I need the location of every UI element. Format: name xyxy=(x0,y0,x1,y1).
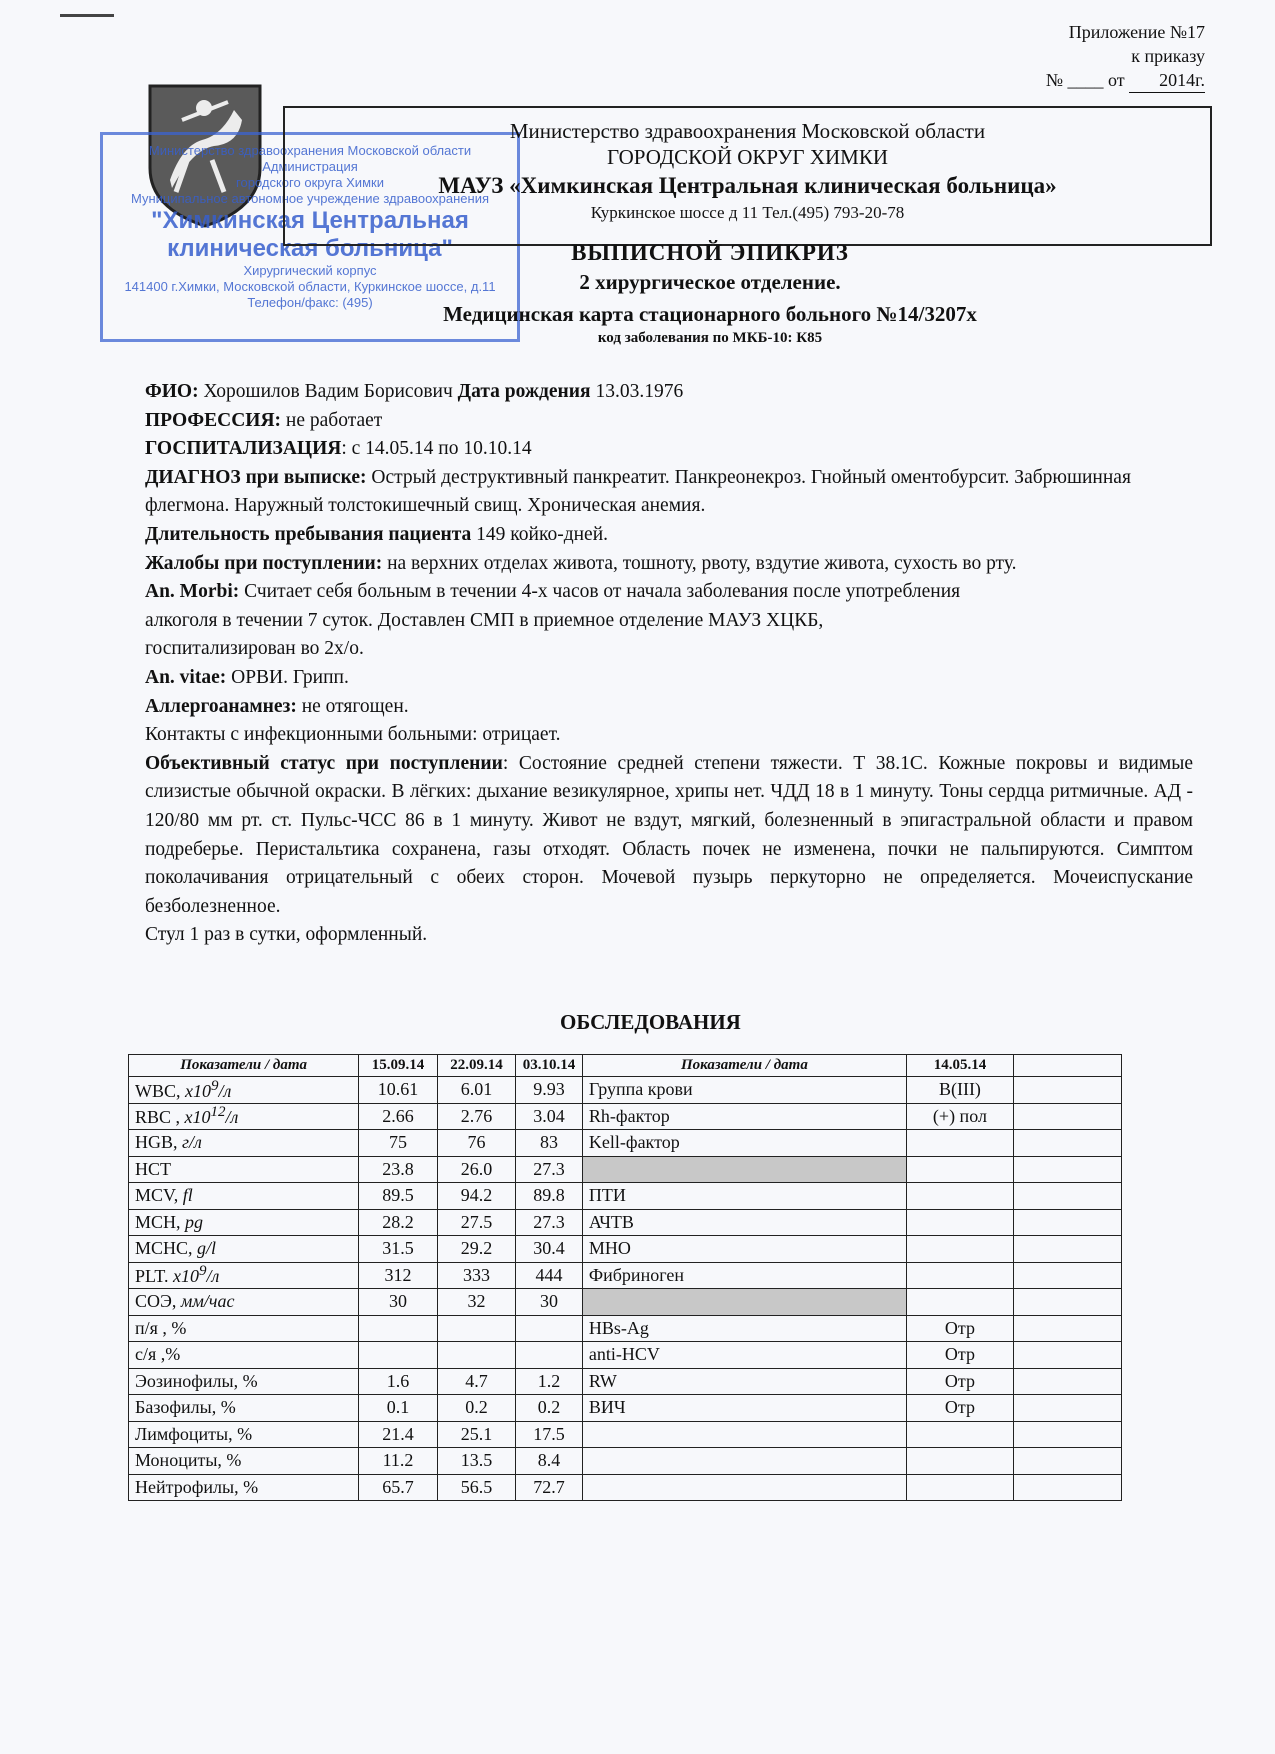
annex-number: № ____ от xyxy=(1045,70,1125,90)
table-row xyxy=(129,1395,1122,1422)
indicator-unit: g/l xyxy=(192,1238,217,1259)
value-cell xyxy=(359,1342,437,1369)
indicator-unit-tail: /л xyxy=(206,1266,220,1287)
morbi-line-2: алкоголя в течении 7 суток. Доставлен СМП в приемное отделение МАУЗ ХЦКБ, xyxy=(145,609,824,631)
annex-note xyxy=(1046,20,1205,93)
right-value-cell: Отр xyxy=(906,1368,1013,1395)
lab-results-table xyxy=(128,1054,1122,1501)
empty-cell xyxy=(1013,1183,1121,1210)
header-date: 15.09.14 xyxy=(359,1055,437,1077)
indicator-unit-exp: 12 xyxy=(210,1104,226,1121)
value-cell: 27.3 xyxy=(516,1209,583,1236)
value-cell: 8.4 xyxy=(516,1448,583,1475)
right-value-cell xyxy=(906,1262,1013,1289)
value-cell: 83 xyxy=(516,1130,583,1157)
empty-cell xyxy=(1013,1368,1121,1395)
stamp-line6: клиническая больница" xyxy=(167,235,453,262)
epicrisis-body xyxy=(145,378,1193,950)
value-cell: 30 xyxy=(359,1289,437,1316)
indicator-name: Базофилы, % xyxy=(135,1397,236,1418)
value-cell: 1.2 xyxy=(516,1368,583,1395)
empty-cell xyxy=(1013,1209,1121,1236)
right-value-cell xyxy=(906,1448,1013,1475)
table-row xyxy=(129,1262,1122,1289)
district-name: ГОРОДСКОЙ ОКРУГ ХИМКИ xyxy=(607,145,888,169)
complaints-value: на верхних отделах живота, тошноту, рвоту, вздутие живота, сухость во рту. xyxy=(387,552,1017,574)
status-label: Объективный статус при поступлении xyxy=(145,752,503,774)
morbi-label: An. Morbi: xyxy=(145,581,240,603)
indicator-cell xyxy=(129,1421,359,1448)
value-cell: 75 xyxy=(359,1130,437,1157)
empty-cell xyxy=(1013,1103,1121,1130)
right-indicator-cell xyxy=(582,1421,906,1448)
indicator-name: WBC, xyxy=(135,1080,181,1101)
indicator-name: Нейтрофилы, % xyxy=(135,1476,259,1497)
stay-value: 149 койко-дней. xyxy=(476,523,609,545)
empty-cell xyxy=(1013,1130,1121,1157)
indicator-name: HGB, xyxy=(135,1132,178,1153)
right-indicator-cell: ВИЧ xyxy=(582,1395,906,1422)
stamp-line9: Телефон/факс: (495) xyxy=(247,295,373,310)
header-date-right: 14.05.14 xyxy=(906,1055,1013,1077)
indicator-name: с/я ,% xyxy=(135,1344,181,1365)
right-value-cell xyxy=(906,1289,1013,1316)
scan-mark xyxy=(60,14,114,17)
indicator-cell xyxy=(129,1130,359,1157)
ministry-name: Министерство здравоохранения Московской области xyxy=(509,119,986,143)
indicator-cell xyxy=(129,1448,359,1475)
indicator-unit-tail: /л xyxy=(225,1107,239,1128)
indicator-cell xyxy=(129,1183,359,1210)
vitae-value: ОРВИ. Грипп. xyxy=(231,666,349,688)
header-empty xyxy=(1013,1055,1121,1077)
header-date: 03.10.14 xyxy=(516,1055,583,1077)
indicator-unit-exp: 9 xyxy=(211,1077,219,1094)
value-cell: 1.6 xyxy=(359,1368,437,1395)
table-row xyxy=(129,1368,1122,1395)
hospitalization-line xyxy=(145,435,1193,464)
stamp-line1: Министерство здравоохранения Московской области xyxy=(148,143,472,158)
indicator-cell xyxy=(129,1342,359,1369)
value-cell: 333 xyxy=(437,1262,515,1289)
header-date: 22.09.14 xyxy=(437,1055,515,1077)
value-cell: 89.5 xyxy=(359,1183,437,1210)
value-cell: 76 xyxy=(437,1130,515,1157)
indicator-cell xyxy=(129,1077,359,1104)
right-indicator-cell: anti-HCV xyxy=(582,1342,906,1369)
empty-cell xyxy=(1013,1474,1121,1501)
right-indicator-cell: Фибриноген xyxy=(582,1262,906,1289)
indicator-name: PLT. xyxy=(135,1266,169,1287)
right-indicator-cell: RW xyxy=(582,1368,906,1395)
annex-line2: к приказу xyxy=(1131,46,1205,66)
right-indicator-cell xyxy=(582,1448,906,1475)
stay-line xyxy=(145,521,1193,550)
value-cell: 89.8 xyxy=(516,1183,583,1210)
indicator-name: Лимфоциты, % xyxy=(135,1423,253,1444)
value-cell: 0.1 xyxy=(359,1395,437,1422)
letterhead xyxy=(283,106,1212,246)
indicator-cell xyxy=(129,1289,359,1316)
indicator-unit-exp: 9 xyxy=(199,1263,207,1280)
table-row xyxy=(129,1448,1122,1475)
stamp-line8: 141400 г.Химки, Московской области, Куркинское шоссе, д.11 xyxy=(124,279,496,294)
value-cell: 0.2 xyxy=(516,1395,583,1422)
exams-title: ОБСЛЕДОВАНИЯ xyxy=(560,1010,741,1034)
diagnosis-value: Острый деструктивный панкреатит. Панкреонекроз. Гнойный оментобурсит. Забрюшинная флегмона. Наружный толстокишечный свищ. Хроническая анемия. xyxy=(145,466,1131,517)
indicator-name: п/я , % xyxy=(135,1317,187,1338)
indicator-cell xyxy=(129,1315,359,1342)
right-value-cell: B(III) xyxy=(906,1077,1013,1104)
indicator-unit: мм/час xyxy=(176,1291,235,1312)
indicator-cell xyxy=(129,1103,359,1130)
indicator-name: HCT xyxy=(135,1158,171,1179)
hospital-address: Куркинское шоссе д 11 Тел.(495) 793-20-78 xyxy=(590,203,905,222)
stamp-line7: Хирургический корпус xyxy=(243,263,377,278)
fio-line xyxy=(145,378,1193,407)
right-value-cell: (+) пол xyxy=(906,1103,1013,1130)
diagnosis-label: ДИАГНОЗ при выписке: xyxy=(145,466,367,488)
indicator-unit: x10 xyxy=(180,1080,212,1101)
right-indicator-cell: МНО xyxy=(582,1236,906,1263)
indicator-name: СОЭ, xyxy=(135,1291,177,1312)
value-cell: 2.66 xyxy=(359,1103,437,1130)
stamp-line2: Администрация xyxy=(262,159,358,174)
value-cell: 26.0 xyxy=(437,1156,515,1183)
status-line xyxy=(145,750,1193,922)
value-cell: 3.04 xyxy=(516,1103,583,1130)
value-cell: 21.4 xyxy=(359,1421,437,1448)
indicator-unit: x10 xyxy=(180,1107,211,1128)
value-cell xyxy=(437,1342,515,1369)
value-cell: 65.7 xyxy=(359,1474,437,1501)
right-indicator-cell xyxy=(582,1474,906,1501)
table-row xyxy=(129,1474,1122,1501)
stool-line: Стул 1 раз в сутки, оформленный. xyxy=(145,924,428,946)
indicator-name: Моноциты, % xyxy=(135,1450,242,1471)
status-value: : Состояние средней степени тяжести. Т 38.1С. Кожные покровы и видимые слизистые обычной окраски. В лёгких: дыхание везикулярное, хрипы нет. ЧДД 18 в 1 минуту. Тоны сердца ритмичные. АД - 120/80 мм рт. ст. Пульс-ЧСС 86 в 1 минуту. Живот не вздут, мягкий, болезненный в эпигастральной области и правом подреберье. Перистальтика сохранена, газы отходят. Область почек не изменена, почки не пальпируются. Симптом поколачивания отрицательный с обеих сторон. Мочевой пузырь перкуторно не определяется. Мочеиспускание безболезненное. xyxy=(145,752,1194,917)
value-cell: 0.2 xyxy=(437,1395,515,1422)
value-cell xyxy=(516,1342,583,1369)
stay-label: Длительность пребывания пациента xyxy=(145,523,472,545)
right-value-cell: Отр xyxy=(906,1395,1013,1422)
indicator-name: MCV, xyxy=(135,1185,179,1206)
indicator-name: MCH, xyxy=(135,1211,181,1232)
fio-label: ФИО: xyxy=(145,381,199,402)
contacts-line: Контакты с инфекционными больными: отрицает. xyxy=(145,724,561,746)
right-value-cell xyxy=(906,1130,1013,1157)
value-cell xyxy=(359,1315,437,1342)
dob-label: Дата рождения xyxy=(457,381,591,402)
morbi-line-3: госпитализирован во 2х/о. xyxy=(145,638,364,660)
complaints-line xyxy=(145,550,1193,579)
value-cell: 56.5 xyxy=(437,1474,515,1501)
icd-code: код заболевания по МКБ-10: К85 xyxy=(597,330,823,346)
indicator-cell xyxy=(129,1395,359,1422)
header-indicator-left: Показатели / дата xyxy=(129,1055,359,1077)
fio-value: Хорошилов Вадим Борисович xyxy=(203,381,453,402)
value-cell: 32 xyxy=(437,1289,515,1316)
right-indicator-cell: Группа крови xyxy=(582,1077,906,1104)
table-row xyxy=(129,1315,1122,1342)
value-cell xyxy=(516,1315,583,1342)
empty-cell xyxy=(1013,1289,1121,1316)
value-cell: 27.5 xyxy=(437,1209,515,1236)
value-cell: 23.8 xyxy=(359,1156,437,1183)
value-cell: 2.76 xyxy=(437,1103,515,1130)
empty-cell xyxy=(1013,1156,1121,1183)
annex-line1: Приложение №17 xyxy=(1068,22,1205,42)
table-row xyxy=(129,1209,1122,1236)
right-value-cell xyxy=(906,1183,1013,1210)
table-row xyxy=(129,1077,1122,1104)
value-cell: 10.61 xyxy=(359,1077,437,1104)
table-row xyxy=(129,1342,1122,1369)
right-indicator-cell: HBs-Ag xyxy=(582,1315,906,1342)
value-cell: 17.5 xyxy=(516,1421,583,1448)
right-indicator-cell: ПТИ xyxy=(582,1183,906,1210)
empty-cell xyxy=(1013,1315,1121,1342)
vitae-label: An. vitae: xyxy=(145,666,227,688)
table-row xyxy=(129,1289,1122,1316)
indicator-cell xyxy=(129,1236,359,1263)
value-cell: 11.2 xyxy=(359,1448,437,1475)
complaints-label: Жалобы при поступлении: xyxy=(145,552,383,574)
empty-cell xyxy=(1013,1395,1121,1422)
indicator-unit: x10 xyxy=(168,1266,200,1287)
indicator-cell xyxy=(129,1262,359,1289)
right-value-cell: Отр xyxy=(906,1315,1013,1342)
right-indicator-cell: АЧТВ xyxy=(582,1209,906,1236)
hospital-name: МАУЗ «Химкинская Центральная клиническая больница» xyxy=(438,173,1057,198)
value-cell: 72.7 xyxy=(516,1474,583,1501)
table-row xyxy=(129,1103,1122,1130)
right-indicator-cell xyxy=(582,1156,906,1183)
empty-cell xyxy=(1013,1236,1121,1263)
dob-value: 13.03.1976 xyxy=(595,381,684,402)
table-row xyxy=(129,1421,1122,1448)
value-cell: 31.5 xyxy=(359,1236,437,1263)
value-cell: 6.01 xyxy=(437,1077,515,1104)
table-header-row xyxy=(129,1055,1122,1077)
table-row xyxy=(129,1130,1122,1157)
right-indicator-cell xyxy=(582,1289,906,1316)
table-row xyxy=(129,1236,1122,1263)
value-cell: 30.4 xyxy=(516,1236,583,1263)
department-title: 2 хирургическое отделение. xyxy=(579,270,841,294)
allergy-value: не отягощен. xyxy=(301,695,409,717)
indicator-cell xyxy=(129,1156,359,1183)
value-cell: 444 xyxy=(516,1262,583,1289)
right-value-cell xyxy=(906,1474,1013,1501)
indicator-name: Эозинофилы, % xyxy=(135,1370,258,1391)
allergy-line xyxy=(145,693,1193,722)
table-row xyxy=(129,1156,1122,1183)
empty-cell xyxy=(1013,1421,1121,1448)
value-cell xyxy=(437,1315,515,1342)
value-cell: 29.2 xyxy=(437,1236,515,1263)
indicator-name: RBC , xyxy=(135,1107,181,1128)
stamp-line5: "Химкинская Центральная xyxy=(151,207,469,234)
value-cell: 4.7 xyxy=(437,1368,515,1395)
profession-line xyxy=(145,407,1193,436)
right-indicator-cell: Rh-фактор xyxy=(582,1103,906,1130)
indicator-unit: г/л xyxy=(177,1132,202,1153)
empty-cell xyxy=(1013,1448,1121,1475)
right-value-cell xyxy=(906,1156,1013,1183)
stamp-line3: городского округа Химки xyxy=(236,175,384,190)
empty-cell xyxy=(1013,1342,1121,1369)
right-value-cell: Отр xyxy=(906,1342,1013,1369)
empty-cell xyxy=(1013,1077,1121,1104)
indicator-name: MCHC, xyxy=(135,1238,193,1259)
table-row xyxy=(129,1183,1122,1210)
value-cell: 30 xyxy=(516,1289,583,1316)
allergy-label: Аллергоанамнез: xyxy=(145,695,297,717)
empty-cell xyxy=(1013,1262,1121,1289)
value-cell: 28.2 xyxy=(359,1209,437,1236)
indicator-cell xyxy=(129,1209,359,1236)
vitae-line xyxy=(145,664,1193,693)
hospitalization-value: : с 14.05.14 по 10.10.14 xyxy=(341,438,532,460)
value-cell: 27.3 xyxy=(516,1156,583,1183)
indicator-cell xyxy=(129,1368,359,1395)
indicator-unit: fl xyxy=(178,1185,193,1206)
right-value-cell xyxy=(906,1236,1013,1263)
stamp-line4: Муниципальное автономное учреждение здравоохранения xyxy=(130,191,489,206)
value-cell: 13.5 xyxy=(437,1448,515,1475)
morbi-value-1: Считает себя больным в течении 4-х часов от начала заболевания после употребления xyxy=(244,581,961,603)
value-cell: 25.1 xyxy=(437,1421,515,1448)
annex-year: 2014г. xyxy=(1129,68,1205,93)
value-cell: 9.93 xyxy=(516,1077,583,1104)
morbi-line xyxy=(145,578,1193,607)
annex-line3 xyxy=(1046,68,1205,93)
value-cell: 94.2 xyxy=(437,1183,515,1210)
value-cell: 312 xyxy=(359,1262,437,1289)
profession-value: не работает xyxy=(285,409,383,431)
profession-label: ПРОФЕССИЯ: xyxy=(145,409,282,431)
indicator-unit: pg xyxy=(180,1211,204,1232)
right-indicator-cell: Kell-фактор xyxy=(582,1130,906,1157)
hospitalization-label: ГОСПИТАЛИЗАЦИЯ xyxy=(145,438,342,460)
document-title: ВЫПИСНОЙ ЭПИКРИЗ xyxy=(571,240,849,265)
card-number: Медицинская карта стационарного больного №14/3207х xyxy=(443,302,977,326)
indicator-cell xyxy=(129,1474,359,1501)
indicator-unit-tail: /л xyxy=(218,1080,232,1101)
diagnosis-line xyxy=(145,464,1193,521)
right-value-cell xyxy=(906,1421,1013,1448)
header-indicator-right: Показатели / дата xyxy=(582,1055,906,1077)
right-value-cell xyxy=(906,1209,1013,1236)
